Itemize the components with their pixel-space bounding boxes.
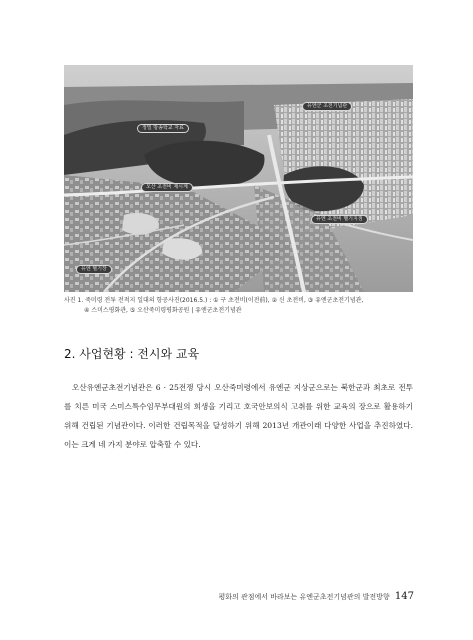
body-paragraph: 오산유엔군초전기념관은 6 · 25전쟁 당시 오산죽미령에서 유엔군 지상군으로는 북한군과 최초로 전투를 치른 미국 스미스특수임무부대원의 희생을 기리고 호국안보의식 고취를 위한 교육의 장으로 활용하기 위해 건립된 기념관이다. 이러한 건립목적을 달성하기 위해 2013년 개관이래 다양한 사업을 추진하였다. 이는 크게 네 가지 분야로 압축할 수 있다. bbox=[64, 383, 413, 449]
page-footer bbox=[210, 590, 414, 604]
photo-caption bbox=[64, 296, 413, 316]
photo-tag-3: 오산 초전비 제시계 bbox=[141, 183, 193, 192]
running-title: 평화의 관점에서 바라보는 유엔군초전기념관의 발전방향 bbox=[218, 593, 390, 601]
photo-tag-4: 유엔 초전비 헬기지점 bbox=[311, 215, 368, 224]
caption-line-1: 사진 1. 죽미령 전투 전적지 일대의 항공사진(2016.5.) : ① 구 초전비(이전前), ② 신 초전비, ③ 유엔군초전기념관, bbox=[64, 297, 364, 304]
photo-tag-2: 정밀 방송학교 자료 bbox=[137, 124, 189, 133]
aerial-photo bbox=[64, 65, 413, 292]
section-heading: 2. 사업현황 : 전시와 교육 bbox=[64, 347, 200, 361]
caption-line-2: ④ 스미스평화관, ⑤ 오산죽미령평화공원 | 유엔군초전기념관 bbox=[84, 307, 242, 314]
photo-tag-5: 유엔 헬기장 bbox=[76, 265, 112, 274]
aerial-photo-drawing bbox=[64, 65, 413, 292]
page-number: 147 bbox=[394, 591, 414, 602]
photo-tag-1: 유엔군 초전기념관 bbox=[302, 102, 352, 111]
